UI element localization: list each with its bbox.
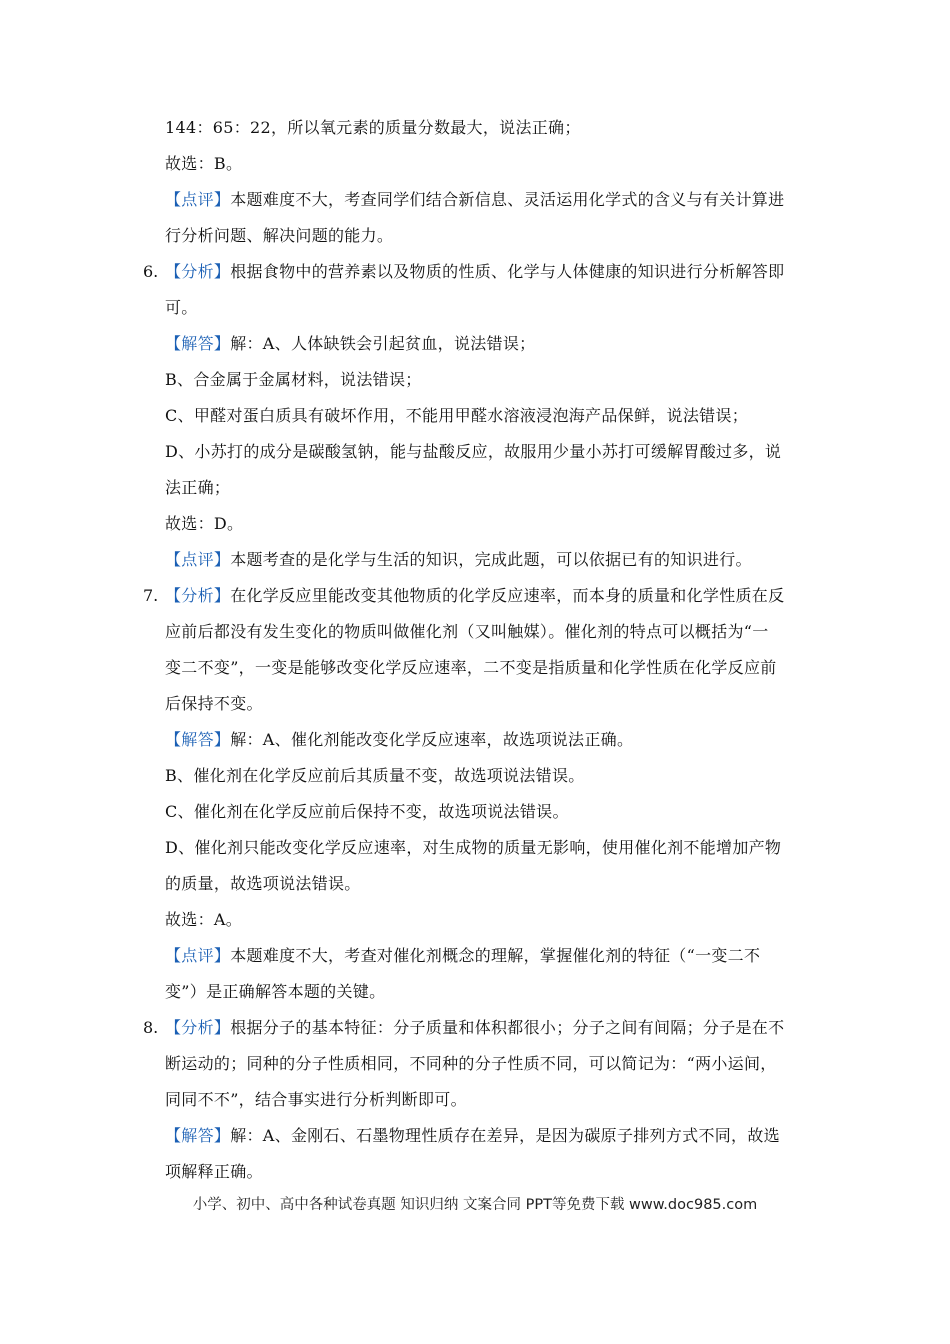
text-line: 应前后都没有发生变化的物质叫做催化剂（又叫触媒）。催化剂的特点可以概括为“一 (165, 622, 769, 641)
tag-dianping: 【点评】 (165, 946, 231, 965)
text-line: 的质量，故选项说法错误。 (165, 874, 361, 893)
text-line: 故选：D。 (165, 514, 244, 533)
text-line: 可。 (165, 298, 198, 317)
line-text: 本题难度不大，考查对催化剂概念的理解，掌握催化剂的特征（“一变二不 (230, 946, 761, 965)
text-line: D、小苏打的成分是碳酸氢钠，能与盐酸反应，故服用少量小苏打可缓解胃酸过多，说 (165, 442, 782, 461)
tag-dianping: 【点评】 (165, 190, 231, 209)
text-line: 144：65：22，所以氧元素的质量分数最大，说法正确； (165, 118, 581, 137)
text-line (165, 333, 535, 355)
text-line: 断运动的；同种的分子性质相同，不同种的分子性质不同，可以简记为：“两小运间， (165, 1054, 777, 1073)
question-number: 7. (143, 586, 159, 605)
line-text: 解：A、人体缺铁会引起贫血，说法错误； (230, 334, 536, 353)
tag-fenxi: 【分析】 (165, 262, 231, 281)
text-line: 故选：A。 (165, 910, 243, 929)
tag-dianping: 【点评】 (165, 550, 231, 569)
text-line: C、催化剂在化学反应前后保持不变，故选项说法错误。 (165, 802, 569, 821)
text-line: 行分析问题、解决问题的能力。 (165, 226, 394, 245)
text-line: 故选：B。 (165, 154, 243, 173)
text-line (165, 549, 752, 571)
tag-jieda: 【解答】 (165, 730, 231, 749)
text-line: D、催化剂只能改变化学反应速率，对生成物的质量无影响，使用催化剂不能增加产物 (165, 838, 782, 857)
page-footer: 小学、初中、高中各种试卷真题 知识归纳 文案合同 PPT等免费下载 www.doc985.com (192, 1197, 758, 1213)
text-line: 变”）是正确解答本题的关键。 (165, 982, 386, 1001)
line-text: 本题考查的是化学与生活的知识，完成此题，可以依据已有的知识进行。 (230, 550, 752, 569)
tag-jieda: 【解答】 (165, 334, 231, 353)
question-number: 8. (143, 1018, 159, 1037)
text-line (165, 1017, 784, 1039)
text-line: 变二不变”，一变是能够改变化学反应速率，二不变是指质量和化学性质在化学反应前 (165, 658, 777, 677)
line-text: 在化学反应里能改变其他物质的化学反应速率，而本身的质量和化学性质在反 (230, 586, 785, 605)
line-text: 解：A、金刚石、石墨物理性质存在差异，是因为碳原子排列方式不同，故选 (230, 1126, 780, 1145)
text-line: 同同不不”，结合事实进行分析判断即可。 (165, 1090, 467, 1109)
text-line (165, 585, 784, 607)
text-line: 项解释正确。 (165, 1162, 263, 1181)
text-line: 法正确； (165, 478, 231, 497)
line-text: 本题难度不大，考查同学们结合新信息、灵活运用化学式的含义与有关计算进 (230, 190, 785, 209)
text-line (165, 261, 784, 283)
question-number: 6. (143, 262, 159, 281)
line-text: 根据食物中的营养素以及物质的性质、化学与人体健康的知识进行分析解答即 (230, 262, 785, 281)
text-line (165, 1125, 780, 1147)
line-text: 解：A、催化剂能改变化学反应速率，故选项说法正确。 (230, 730, 634, 749)
tag-jieda: 【解答】 (165, 1126, 231, 1145)
text-line (165, 945, 760, 967)
text-line: C、甲醛对蛋白质具有破坏作用，不能用甲醛水溶液浸泡海产品保鲜，说法错误； (165, 406, 749, 425)
text-line (165, 189, 784, 211)
text-line: B、催化剂在化学反应前后其质量不变，故选项说法错误。 (165, 766, 585, 785)
tag-fenxi: 【分析】 (165, 586, 231, 605)
text-line (165, 729, 633, 751)
tag-fenxi: 【分析】 (165, 1018, 231, 1037)
text-line: 后保持不变。 (165, 694, 263, 713)
text-line: B、合金属于金属材料，说法错误； (165, 370, 422, 389)
line-text: 根据分子的基本特征：分子质量和体积都很小；分子之间有间隔；分子是在不 (230, 1018, 785, 1037)
